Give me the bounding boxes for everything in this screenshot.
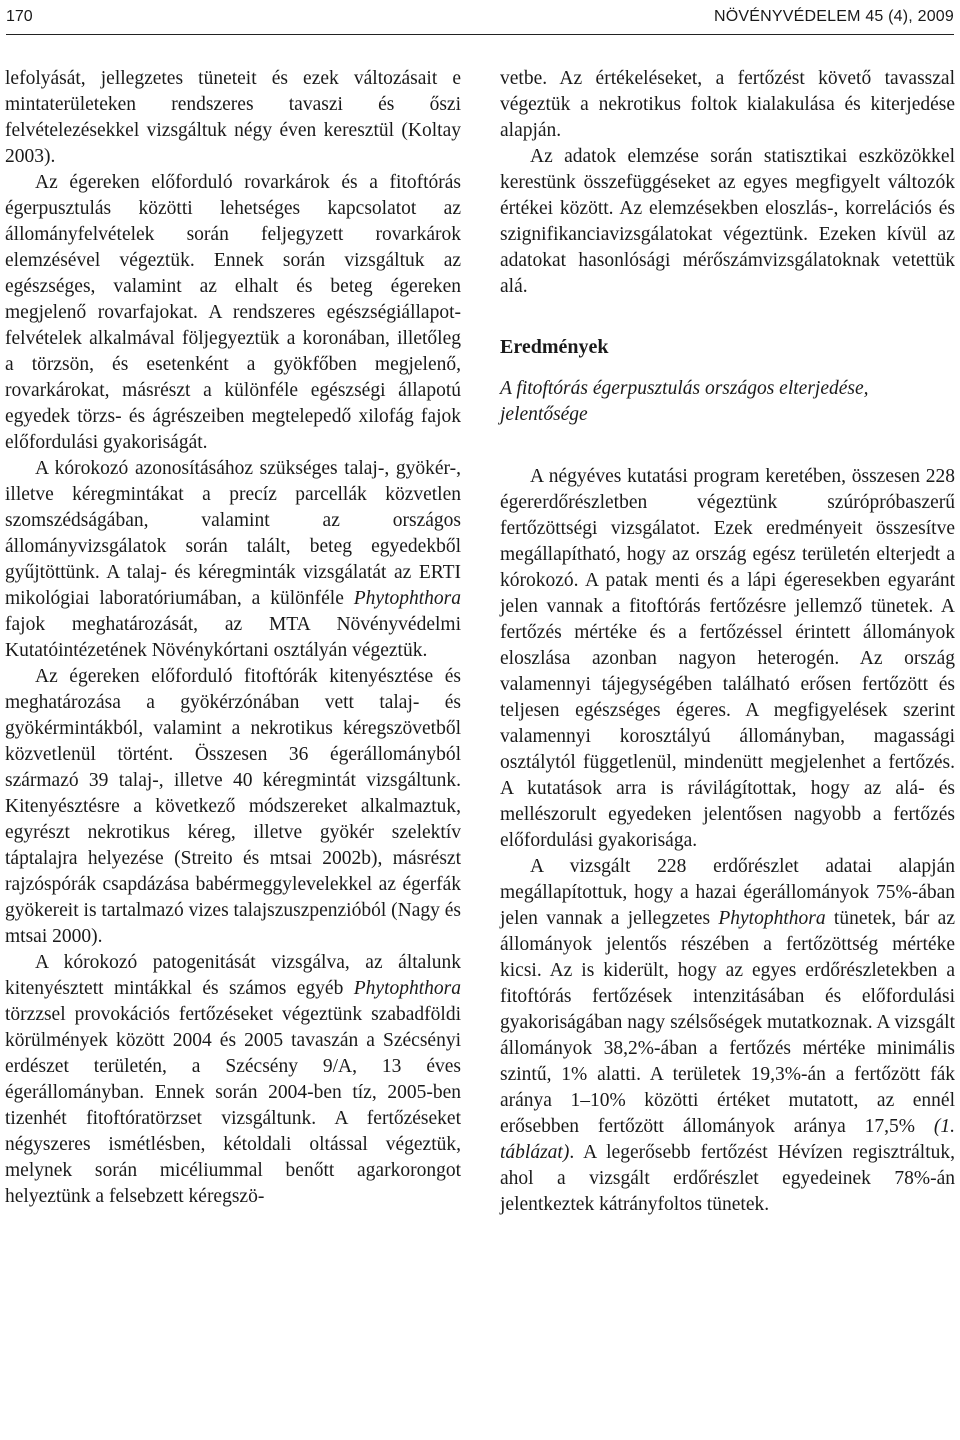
- paragraph-pathogenicity: [5, 950, 461, 1210]
- paragraph-results-stats: [500, 854, 955, 1218]
- species-name: Phytophthora: [353, 978, 461, 999]
- species-name: Phytophthora: [353, 588, 461, 609]
- text-run: A vizsgált 228 erdőrészlet adatai alapján megállapítottuk, hogy a hazai égerállományok 75%-ában jelen vannak a jellegzetes: [500, 856, 955, 929]
- text-run: törzzsel provokációs fertőzéseket végeztünk szabadföldi körülmények között 2004 és 2005 tavaszán a Szécsényi erdészet területén, a Szécsény 9/A, 13 éves égerállományban. Ennek során 2004-ben tíz, 2005-ben tizenhét fitoftóratörzset vizsgáltunk. A fertőzéseket négyszeres ismétlésben, kétoldali oltással végeztük, melynek során micéliummal benőtt agarkorongot helyeztünk a felsebzett kéregszö-: [5, 1004, 461, 1207]
- text-run: tünetek, bár az állományok jelentős részében a fertőzöttség mértéke kicsi. Az is kiderült, hogy az egyes erdőrészletekben a fitoftórás fertőzések intenzitásában és előfordulási gyakoriságában nagy szélsőségek mutatkoznak. A vizsgált állományok 38,2%-ában a fertőzés mértéke minimális szintű, 1% alatti. A területek 19,3%-án a fertőzött fák aránya 1–10% közötti értéket mutatott, az ennél erősebben fertőzött állományok aránya 17,5%: [500, 908, 955, 1137]
- text-run: A kórokozó patogenitását vizsgálva, az általunk kitenyésztett mintákkal és számos egyéb: [5, 952, 461, 999]
- subsection-heading: A fitoftórás égerpusztulás országos elterjedése, jelentősége: [500, 378, 869, 425]
- paragraph-pathogen-identification: [5, 456, 461, 664]
- text-run: . A legerősebb fertőzést Hévízen regisztráltuk, ahol a vizsgált erdőrészlet egyedeinek 78%-án jelentkeztek kátrányfoltos tünetek.: [500, 1142, 955, 1215]
- table-reference: (1. táblázat): [500, 1116, 955, 1163]
- running-header: [6, 0, 954, 35]
- species-name: Phytophthora: [718, 908, 826, 929]
- text-run: A kórokozó azonosításához szükséges talaj-, gyökér-, illetve kéregmintákat a precíz parcellák közvetlen szomszédságában, valamint az országos állományvizsgálatok során talált, beteg egyedekből gyűjtöttünk. A talaj- és kéregminták vizsgálatát az ERTI mikológiai laboratóriumában, a különféle: [5, 458, 461, 609]
- left-column: [5, 66, 461, 1210]
- paragraph-insect-damage: Az égereken előforduló rovarkárok és a fitoftórás égerpusztulás közötti lehetséges kapcsolatot az állományfelvételek során feljegyzett rovarkárok elemzésével végeztük. Ennek során vizsgáltuk az egészséges, valamint az elhalt és beteg égereken megjelenő rovarfajokat. A rendszeres egészségiállapot-felvételek alkalmával följegyeztük a koronában, illetőleg a törzsön, és esetenként a gyökfőben megjelenő, rovarkárokat, másrészt a különféle egészségi állapotú egyedek törzs- és ágrészeiben megtelepedő xilofág fajok előfordulási gyakoriságát.: [5, 172, 461, 453]
- paragraph-distribution: A négyéves kutatási program keretében, összesen 228 égererdőrészletben végeztünk szúrópróbaszerű fertőzöttségi vizsgálatot. Ezek eredményeit összesítve megállapítható, hogy az ország egész területén elterjedt a kórokozó. A patak menti és a lápi égeresekben egyaránt jelen vannak a fitoftórás fertőzésre jellemző tünetek. A fertőzés mértéke és a fertőzéssel érintett állományok eloszlása azonban nagyon heterogén. Az ország valamennyi tájegységében található erősen fertőzött és teljesen egészséges égeres. A megfigyelések szerint valamennyi korosztályú állományban, magassági osztálytól függetlenül, mindenütt megjelenhet a fertőzés. A kutatások arra is rávilágítottak, hogy az alá- és mellészorult egyedeken jelentősen nagyobb a fertőzés előfordulási gyakorisága.: [500, 466, 955, 851]
- paragraph-continuation: vetbe. Az értékeléseket, a fertőzést követő tavasszal végeztük a nekrotikus foltok kialakulása és kiterjedése alapján.: [500, 68, 955, 141]
- journal-citation: NÖVÉNYVÉDELEM 45 (4), 2009: [714, 8, 954, 25]
- section-heading: Eredmények: [500, 336, 609, 358]
- page-number: 170: [6, 8, 33, 25]
- paragraph-statistics: Az adatok elemzése során statisztikai eszközökkel kerestünk összefüggéseket az egyes megfigyelt változók értékei között. Az elemzésekben eloszlás-, korrelációs és szignifikanciavizsgálatokat végeztünk. Ezeken kívül az adatokat hasonlósági mérőszámvizsgálatoknak vetettük alá.: [500, 146, 955, 297]
- paragraph-isolation-methods: Az égereken előforduló fitoftórák kitenyésztése és meghatározása a gyökérzónában vett talaj- és gyökérmintákból, valamint a nekrotikus kéregszövetből közvetlenül történt. Összesen 36 égerállományból származó 39 talaj-, illetve 40 kéregmintát vizsgáltunk. Kitenyésztésre a következő módszereket alkalmaztuk, egyrészt nekrotikus kéreg, illetve gyökér szelektív táptalajra helyezése (Streito és mtsai 2002b), másrészt rajzóspórák csapdázása babérmeggylevelekkel az égerfák gyökereit is tartalmazó vizes talajszuszpenzióból (Nagy és mtsai 2000).: [5, 666, 461, 947]
- right-column: [500, 66, 955, 1218]
- paragraph-continuation: lefolyását, jellegzetes tüneteit és ezek változásait e mintaterületeken rendszeres tavaszi és őszi felvételezésekkel vizsgáltuk négy éven keresztül (Koltay 2003).: [5, 68, 461, 167]
- text-run: fajok meghatározását, az MTA Növényvédelmi Kutatóintézetének Növénykórtani osztályán végeztük.: [5, 614, 461, 661]
